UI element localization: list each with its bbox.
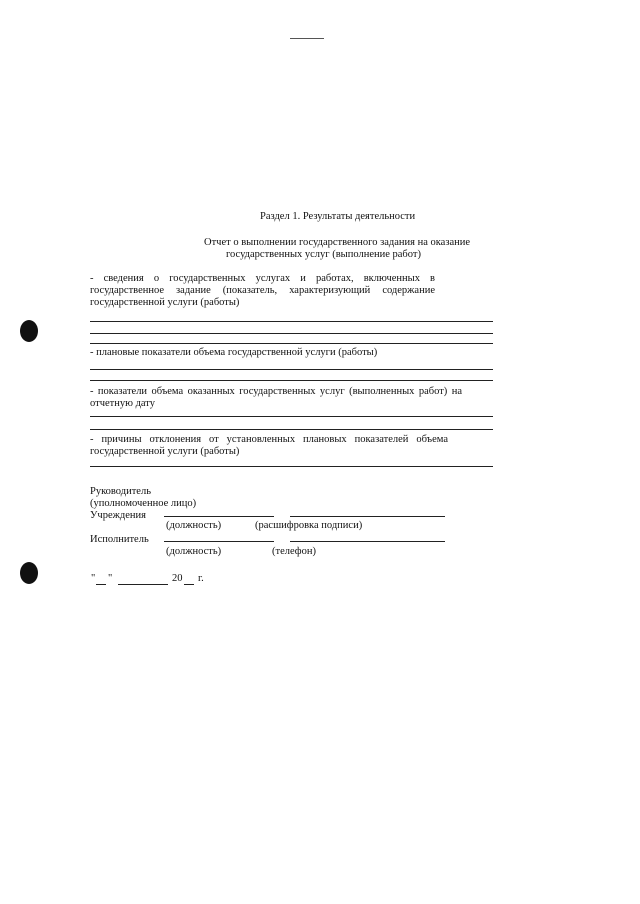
punch-hole-bottom	[20, 562, 38, 584]
deviation-line2: государственной услуги (работы)	[90, 446, 240, 457]
report-title-line2: государственных услуг (выполнение работ)	[226, 249, 421, 260]
executor-label: Исполнитель	[90, 534, 149, 545]
date-year-line	[184, 584, 194, 585]
answer-line	[90, 416, 493, 417]
head-sublabel: (уполномоченное лицо)	[90, 498, 197, 509]
info-line1: - сведения о государственных услугах и работах, включенных в	[90, 273, 435, 284]
position-caption: (должность)	[166, 520, 222, 531]
answer-line	[90, 343, 493, 344]
institution-label: Учреждения	[90, 510, 146, 521]
date-day-line	[96, 584, 106, 585]
deviation-line1: - причины отклонения от установленных плановых показателей объема	[90, 434, 448, 445]
punch-hole-top	[20, 320, 38, 342]
decoding-caption: (расшифровка подписи)	[255, 520, 363, 531]
section-title: Раздел 1. Результаты деятельности	[260, 211, 416, 222]
actual-line1: - показатели объема оказанных государственных услуг (выполненных работ) на	[90, 386, 462, 397]
answer-line	[90, 333, 493, 334]
answer-line	[90, 321, 493, 322]
position-caption-2: (должность)	[166, 546, 222, 557]
head-position-line	[164, 516, 274, 517]
info-item	[90, 273, 435, 309]
answer-line	[90, 369, 493, 370]
planned-line1: - плановые показатели объема государственной услуги (работы)	[90, 347, 378, 358]
answer-line	[90, 380, 493, 381]
info-line2: государственное задание (показатель, характеризующий содержание	[90, 285, 435, 296]
info-line3: государственной услуги (работы)	[90, 297, 240, 308]
deviation-item	[90, 434, 448, 458]
head-label: Руководитель	[90, 486, 151, 497]
report-title-line1: Отчет о выполнении государственного задания на оказание	[204, 237, 471, 248]
actual-item	[90, 386, 462, 410]
scan-mark	[290, 38, 324, 39]
answer-line	[90, 466, 493, 467]
date-suffix: г.	[198, 573, 204, 584]
phone-caption: (телефон)	[272, 546, 316, 557]
date-close-quote: "	[108, 573, 113, 584]
date-month-line	[118, 584, 168, 585]
executor-position-line	[164, 541, 274, 542]
date-year-prefix: 20	[172, 573, 183, 584]
answer-line	[90, 429, 493, 430]
date-open-quote: "	[91, 573, 96, 584]
actual-line2: отчетную дату	[90, 398, 155, 409]
head-decoding-line	[290, 516, 445, 517]
executor-phone-line	[290, 541, 445, 542]
